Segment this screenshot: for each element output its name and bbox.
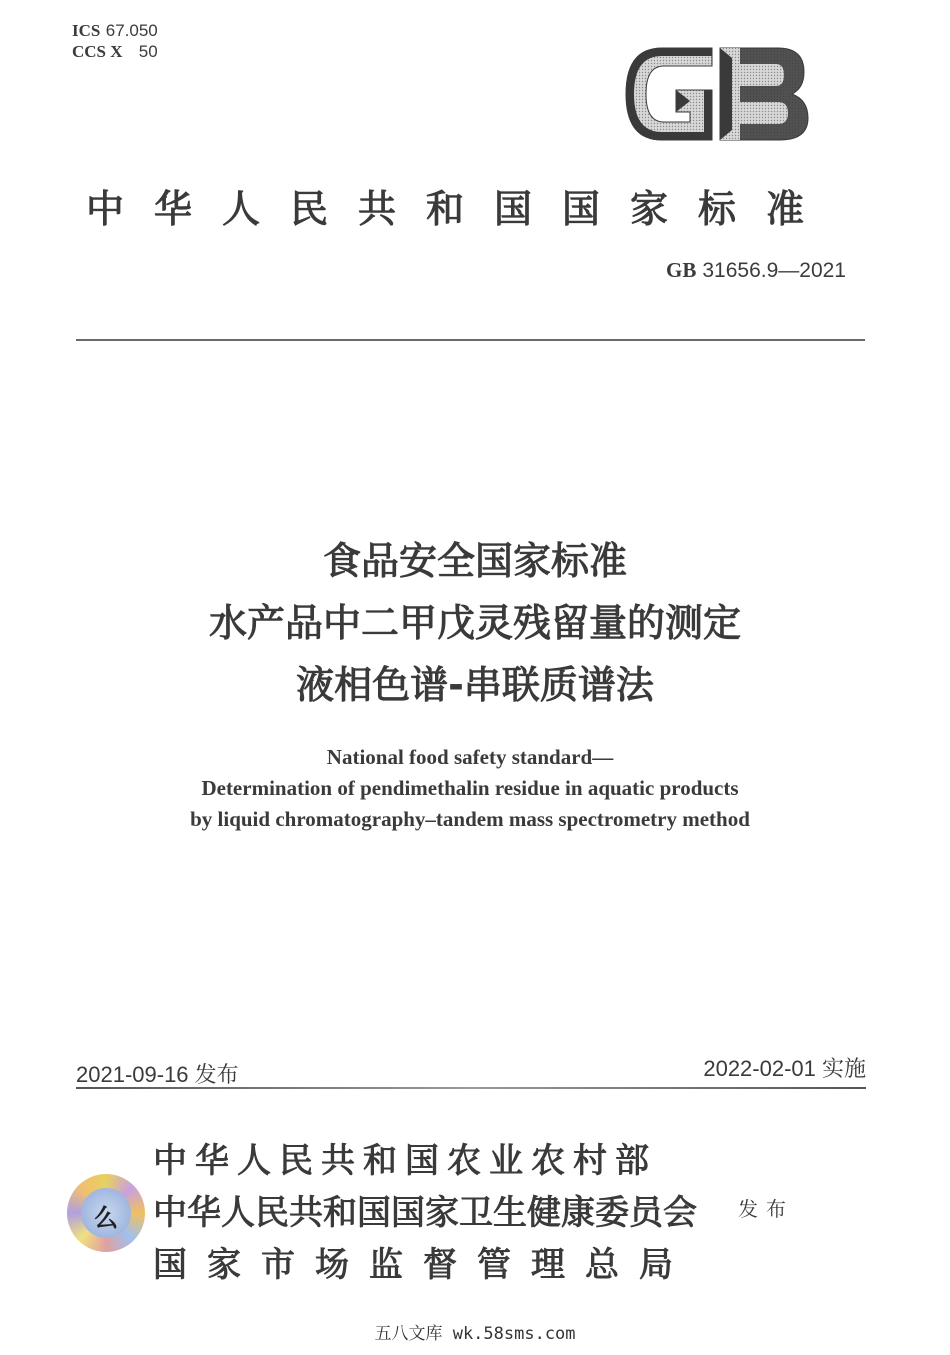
- en-title-line-2: Determination of pendimethalin residue in aquatic products: [201, 776, 739, 800]
- ics-value: 67.050: [105, 21, 158, 40]
- footer-divider: [76, 1087, 866, 1089]
- issue-date: 2021-09-16 发布: [76, 1062, 239, 1087]
- implementation-date: 2022-02-01 实施: [703, 1056, 866, 1081]
- watermark-text: 五八文库 wk.58sms.com: [374, 1324, 576, 1344]
- cn-title-line-1: 食品安全国家标准: [322, 539, 627, 583]
- header-divider: [76, 339, 865, 341]
- issuer-ministry-agriculture: 中华人民共和国农业农村部: [153, 1141, 657, 1181]
- standard-prefix: GB: [666, 258, 697, 282]
- emblem-inner: [81, 1188, 131, 1238]
- emblem-glyph: 么: [94, 1204, 118, 1232]
- anti-counterfeit-emblem-icon: [67, 1174, 145, 1252]
- en-title-line-1: National food safety standard—: [326, 745, 614, 769]
- cn-title-line-2: 水产品中二甲戊灵残留量的测定: [208, 601, 741, 645]
- cn-title-line-3: 液相色谱-串联质谱法: [296, 663, 654, 707]
- publish-label: 发布: [738, 1197, 794, 1221]
- ccs-label: CCS X: [72, 42, 123, 61]
- ics-label: ICS: [72, 21, 101, 40]
- standard-number: [666, 258, 846, 283]
- standard-number-value: 31656.9—2021: [702, 259, 846, 282]
- ccs-code: [72, 41, 158, 63]
- gb-logo-icon: [620, 44, 812, 144]
- ccs-value: 50: [138, 42, 158, 61]
- en-title-line-3: by liquid chromatography–tandem mass spectrometry method: [190, 807, 750, 831]
- issuer-health-commission: 中华人民共和国国家卫生健康委员会: [153, 1193, 697, 1233]
- national-standard-title: 中华人民共和国国家标准: [86, 186, 835, 231]
- ics-code: [72, 20, 158, 42]
- issuer-market-regulation: 国家市场监督管理总局: [153, 1245, 693, 1285]
